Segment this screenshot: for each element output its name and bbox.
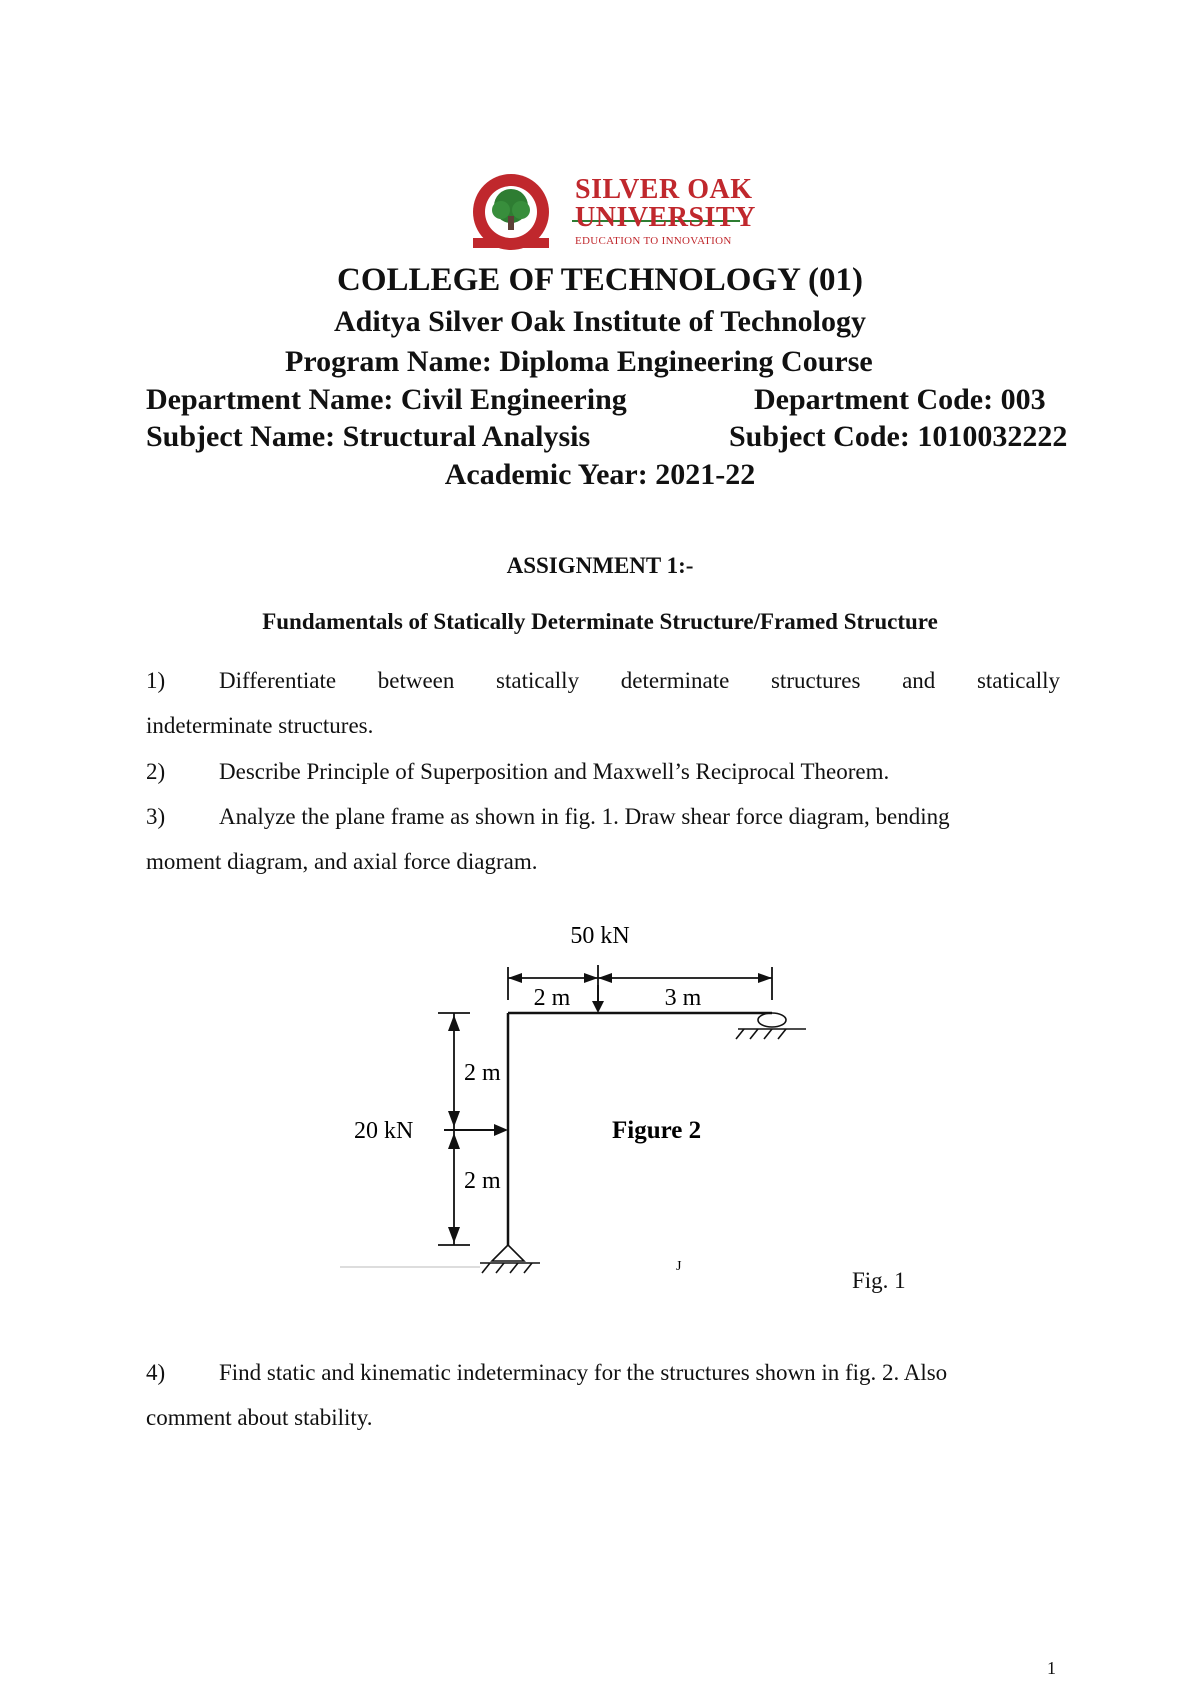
figure-mark: J xyxy=(676,1259,682,1274)
college-title: COLLEGE OF TECHNOLOGY (01) xyxy=(337,262,863,298)
question-text: Analyze the plane frame as shown in fig. 1. Draw shear force diagram, bending xyxy=(219,804,950,829)
question-1-line-1 xyxy=(146,658,1060,703)
page-number: 1 xyxy=(1047,1658,1056,1678)
program-name: Program Name: Diploma Engineering Course xyxy=(285,345,873,378)
logo-tagline: EDUCATION TO INNOVATION xyxy=(575,235,732,247)
academic-year: Academic Year: 2021-22 xyxy=(444,458,756,491)
department-code: Department Code: 003 xyxy=(754,383,1046,416)
figure-label: Figure 2 xyxy=(612,1117,702,1144)
logo-line-1: SILVER OAK xyxy=(575,174,753,205)
question-3-line-1 xyxy=(146,794,1060,839)
load-label-top: 50 kN xyxy=(570,923,630,949)
dim-arrow-mid-left-icon xyxy=(584,973,598,983)
logo-line-2: UNIVERSITY xyxy=(575,202,756,233)
seal-ribbon xyxy=(473,238,549,248)
question-text: Find static and kinematic indeterminacy for the structures shown in fig. 2. Also xyxy=(219,1360,948,1385)
question-number: 4) xyxy=(146,1360,166,1385)
question-number: 1) xyxy=(146,668,166,693)
dim-arrow-right-icon xyxy=(758,973,772,983)
dim-arrow-down-icon xyxy=(448,1111,460,1127)
dim-label-upper: 2 m xyxy=(464,1060,501,1086)
dim-arrow-up-icon xyxy=(448,1015,460,1031)
institute-name: Aditya Silver Oak Institute of Technology xyxy=(333,305,867,338)
right-arrow-icon xyxy=(494,1124,508,1136)
logo-wordmark xyxy=(575,176,756,247)
down-arrow-icon xyxy=(592,1001,604,1013)
subject-name: Subject Name: Structural Analysis xyxy=(146,420,591,453)
frame-figure xyxy=(340,905,860,1275)
department-name: Department Name: Civil Engineering xyxy=(146,383,627,416)
dim-arrow-left-icon xyxy=(508,973,522,983)
subject-code: Subject Code: 1010032222 xyxy=(729,420,1068,453)
dim-arrow-down-icon xyxy=(448,1227,460,1243)
dim-label-right-span: 3 m xyxy=(664,985,702,1011)
question-2 xyxy=(146,749,1060,794)
load-label-side: 20 kN xyxy=(354,1118,414,1144)
question-4-line-1 xyxy=(146,1350,1060,1395)
assignment-title: ASSIGNMENT 1:- xyxy=(506,553,694,578)
question-text: Differentiate between statically determinate structures and statically xyxy=(219,668,1060,693)
roller-support-icon xyxy=(736,1013,806,1039)
figure-caption: Fig. 1 xyxy=(852,1268,906,1293)
assignment-topic: Fundamentals of Statically Determinate Structure/Framed Structure xyxy=(262,609,938,634)
dim-arrow-up-icon xyxy=(448,1133,460,1149)
question-text: Describe Principle of Superposition and Maxwell’s Reciprocal Theorem. xyxy=(219,759,890,784)
dim-label-lower: 2 m xyxy=(464,1168,501,1194)
question-4-line-2: comment about stability. xyxy=(146,1405,373,1430)
question-number: 2) xyxy=(146,759,166,784)
question-number: 3) xyxy=(146,804,166,829)
dim-label-left-span: 2 m xyxy=(533,985,571,1011)
load-arrow-50kn xyxy=(592,985,604,1013)
question-1-line-2: indeterminate structures. xyxy=(146,713,374,738)
question-3-line-2: moment diagram, and axial force diagram. xyxy=(146,849,538,874)
pinned-support-icon xyxy=(480,1245,540,1273)
dim-arrow-mid-right-icon xyxy=(598,973,612,983)
